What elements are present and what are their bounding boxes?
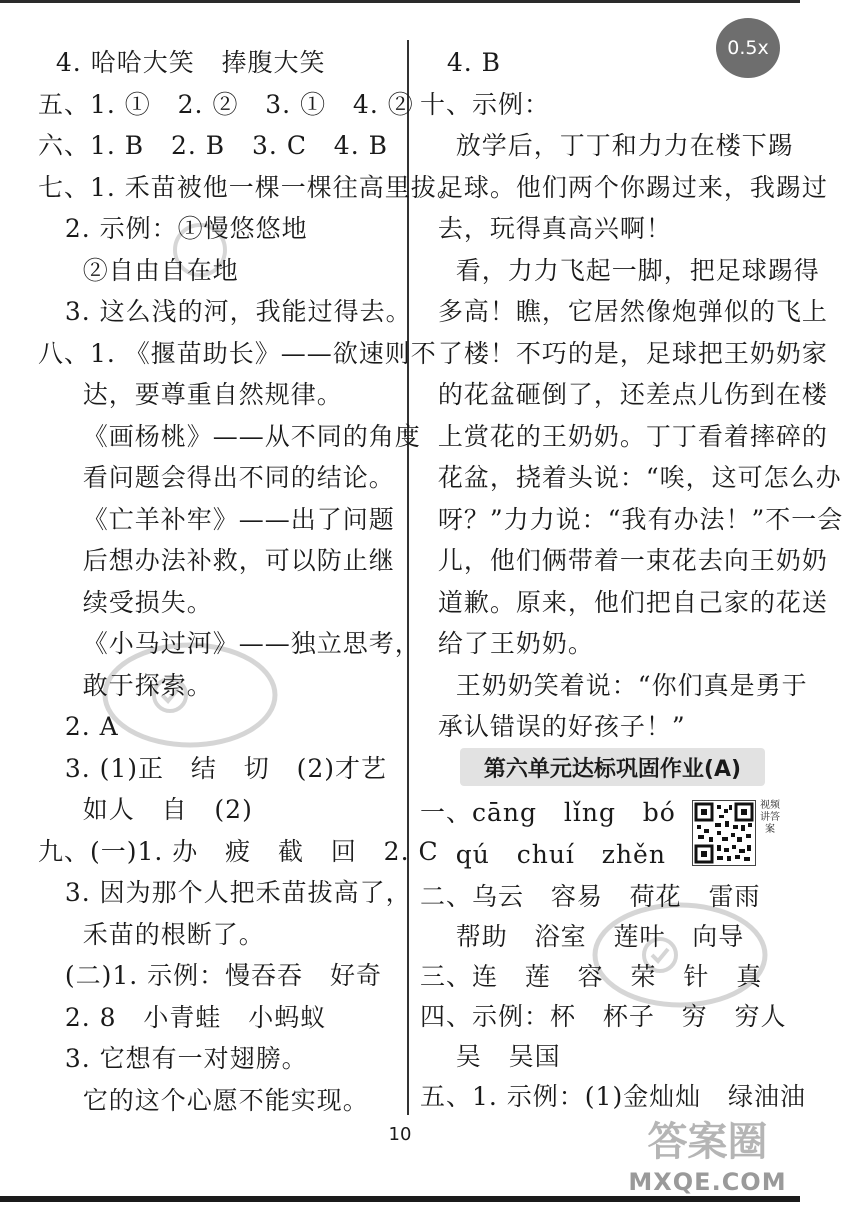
check-stamp-watermark-2	[590, 900, 770, 1010]
right-column-line: 花盆，挠着头说：“唉，这可怎么办	[420, 463, 842, 492]
left-column-line: 《小马过河》——独立思考，	[38, 629, 421, 658]
left-column-line: 3. 这么浅的河，我能过得去。	[38, 297, 412, 326]
left-column-line: 九、(一)1. 办 疲 截 回 2. C	[38, 836, 439, 866]
qr-code-label: 视频讲答案	[760, 800, 780, 835]
check-stamp-watermark	[100, 640, 280, 750]
left-column-line: 达，要尊重自然规律。	[38, 380, 343, 409]
page-number: 10	[388, 1124, 412, 1145]
right-column-line: 十、示例：	[420, 89, 551, 119]
watermark-site: MXQE.COM	[628, 1168, 787, 1196]
right-column-line: 去，玩得真高兴啊！	[420, 214, 672, 243]
section-line: 吴 吴国	[420, 1042, 561, 1071]
qr-code-icon[interactable]	[692, 800, 756, 866]
section-line: 一、cāng lǐng bó	[420, 798, 676, 827]
right-column-line: 多高！瞧，它居然像炮弹似的飞上	[420, 297, 828, 326]
left-column-line: 3. (1)正 结 切 (2)才艺	[38, 753, 387, 783]
left-column-line: 禾苗的根断了。	[38, 919, 265, 949]
right-column-line: 上赏花的王奶奶。丁丁看着摔碎的	[420, 421, 828, 451]
left-column-line: ②自由自在地	[38, 255, 239, 285]
section-heading: 第六单元达标巩固作业(A)	[460, 748, 765, 786]
right-column-line: 道歉。原来，他们把自己家的花送	[420, 587, 828, 617]
top-border	[0, 0, 800, 3]
right-column-line: 足球。他们两个你踢过来，我踢过	[420, 172, 828, 202]
right-column-line: 给了王奶奶。	[420, 629, 594, 658]
left-column-line: 八、1. 《揠苗助长》——欲速则不	[38, 338, 437, 368]
right-column-line: 承认错误的好孩子！”	[420, 712, 686, 741]
left-column-line: 如人 自 (2)	[38, 795, 253, 824]
left-column-line: 3. 它想有一对翅膀。	[38, 1044, 308, 1073]
left-column-line: 3. 因为那个人把禾苗拔高了，	[38, 878, 412, 907]
left-column-line: 敢于探索。	[38, 670, 213, 700]
right-column-line: 放学后，丁丁和力力在楼下踢	[420, 131, 794, 160]
section-line: 三、连 莲 容 荣 针 真	[420, 962, 763, 991]
left-column-line: 2. 示例：①慢悠悠地	[38, 214, 308, 243]
left-column-line: (二)1. 示例：慢吞吞 好奇	[38, 961, 382, 990]
left-column-line: 《亡羊补牢》——出了问题	[38, 504, 395, 534]
right-column-line: 王奶奶笑着说：“你们真是勇于	[420, 670, 808, 700]
watermark-logo: 答案圈	[647, 1119, 768, 1165]
section-line: qú chuí zhěn	[420, 840, 666, 869]
left-column-line: 2. A	[38, 712, 119, 741]
left-column-line: 《画杨桃》——从不同的角度	[38, 421, 421, 451]
section-line: 帮助 浴室 莲叶 向导	[420, 922, 745, 951]
left-column-line: 它的这个心愿不能实现。	[38, 1085, 369, 1115]
left-column-line: 七、1. 禾苗被他一棵一棵往高里拔。	[38, 172, 463, 202]
section-line: 五、1. 示例：(1)金灿灿 绿油油	[420, 1082, 807, 1111]
section-line: 四、示例：杯 杯子 穷 穷人	[420, 1002, 787, 1031]
right-column-line: 看，力力飞起一脚，把足球踢得	[420, 255, 820, 285]
left-column-line: 六、1. B 2. B 3. C 4. B	[38, 131, 388, 160]
left-column-line: 2. 8 小青蛙 小蚂蚁	[38, 1002, 327, 1032]
left-column-line: 五、1. ① 2. ② 3. ① 4. ②	[38, 89, 414, 119]
small-stamp-watermark	[165, 220, 235, 280]
right-column-line: 4. B	[420, 48, 502, 77]
bottom-border	[0, 1196, 800, 1202]
right-column-line: 了楼！不巧的是，足球把王奶奶家	[420, 338, 828, 368]
section-line: 二、乌云 容易 荷花 雷雨	[420, 882, 761, 911]
left-column-line: 后想办法补救，可以防止继	[38, 546, 395, 575]
site-watermark	[620, 1110, 795, 1200]
playback-speed-badge[interactable]: 0.5x	[716, 18, 780, 78]
right-column-line: 呀？”力力说：“我有办法！”不一会	[420, 504, 843, 534]
left-column-line: 续受损失。	[38, 587, 213, 617]
right-column-line: 儿，他们俩带着一束花去向王奶奶	[420, 546, 828, 575]
right-column-line: 的花盆砸倒了，还差点儿伤到在楼	[420, 380, 828, 409]
left-column-line: 看问题会得出不同的结论。	[38, 463, 395, 492]
left-column-line: 4. 哈哈大笑 捧腹大笑	[38, 48, 326, 77]
